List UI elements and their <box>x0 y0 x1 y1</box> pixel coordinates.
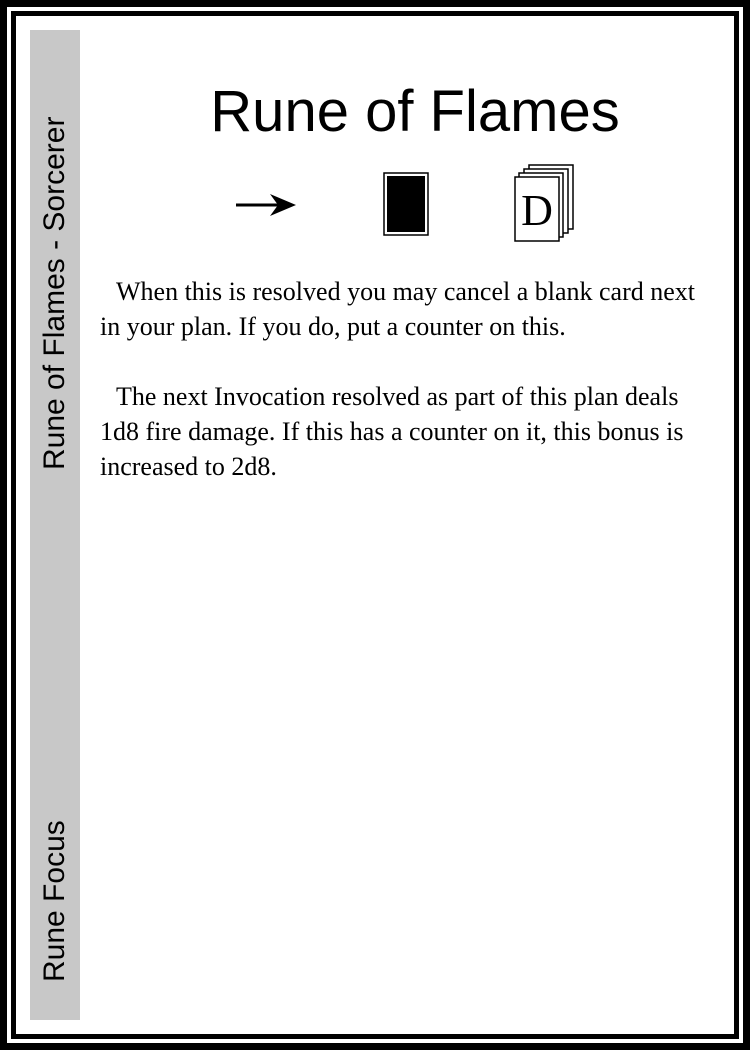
deck-icon <box>513 163 577 243</box>
arrow-icon <box>234 190 298 220</box>
rules-paragraph: When this is resolved you may cancel a blank card next in your plan. If you do, put a counter on this. <box>100 277 696 341</box>
sidebar-card-type: Rune Focus <box>38 820 71 982</box>
sidebar-card-title: Rune of Flames - Sorcerer <box>38 116 71 470</box>
rules-text <box>100 274 710 519</box>
rules-paragraph: The next Invocation resolved as part of this plan deals 1d8 fire damage. If this has a counter on it, this bonus is increased to 2d8. <box>100 382 684 481</box>
deck-icon-label: D <box>521 186 553 235</box>
blank-card-icon <box>383 172 429 236</box>
card-title: Rune of Flames <box>210 79 620 144</box>
card-face <box>16 16 734 1034</box>
